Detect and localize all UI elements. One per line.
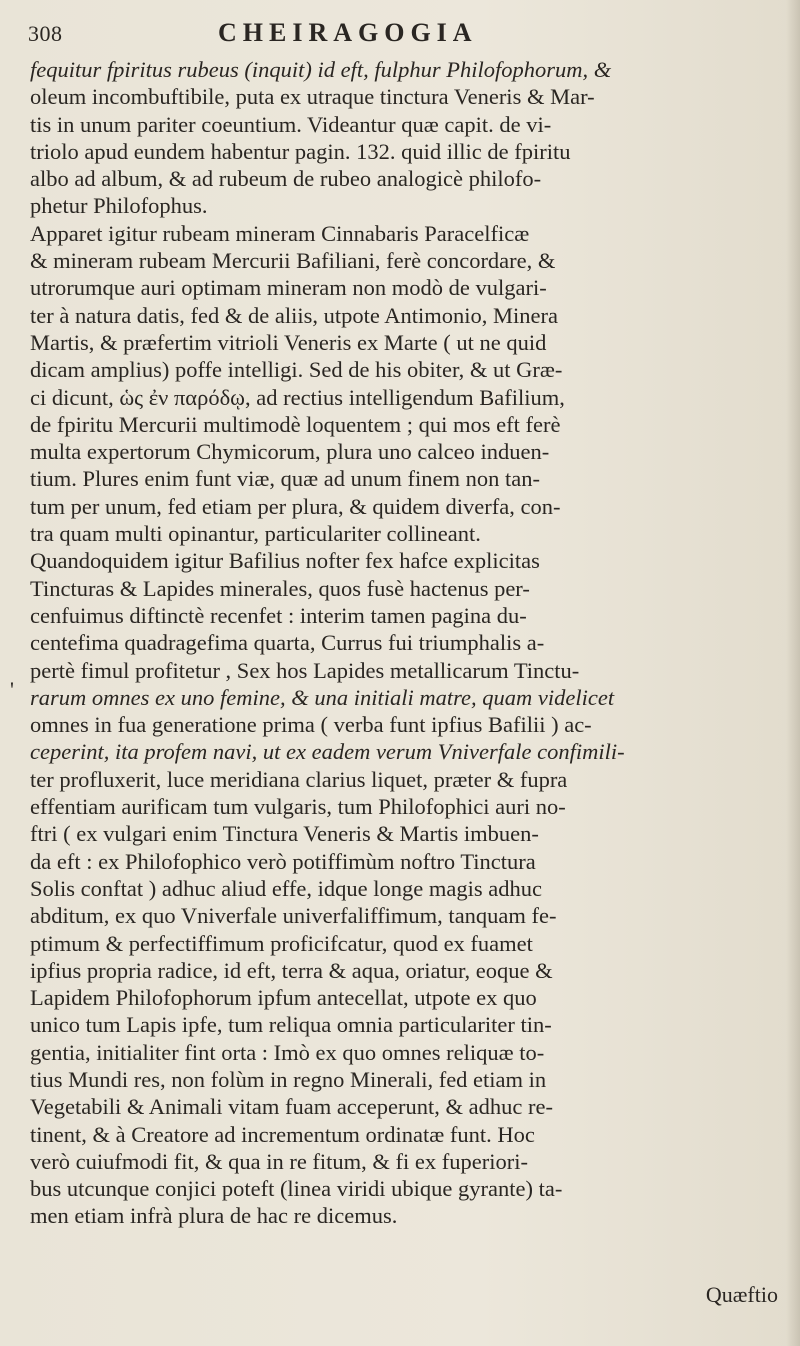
running-head: CHEIRAGOGIA bbox=[218, 18, 478, 47]
page-number: 308 bbox=[28, 21, 63, 46]
text-line: Apparet igitur rubeam mineram Cinnabaris Paracelficæ bbox=[30, 220, 530, 246]
text-line: Tincturas & Lapides minerales, quos fusè hactenus per- bbox=[30, 575, 530, 601]
text-line: tis in unum pariter coeuntium. Videantur quæ capit. de vi- bbox=[30, 111, 552, 137]
text-line: rarum omnes ex uno femine, & una initiali matre, quam videlicet bbox=[30, 684, 615, 710]
text-line: dicam amplius) poffe intelligi. Sed de his obiter, & ut Græ- bbox=[30, 357, 563, 383]
text-line: multa expertorum Chymicorum, plura uno calceo induen- bbox=[30, 439, 550, 465]
text-line: ptimum & perfectiffimum proficifcatur, quod ex fuamet bbox=[30, 930, 533, 956]
text-line: de fpiritu Mercurii multimodè loquentem ; qui mos eft ferè bbox=[30, 411, 561, 437]
text-line: oleum incombuftibile, puta ex utraque tinctura Veneris & Mar- bbox=[30, 84, 595, 110]
margin-mark: ' bbox=[10, 677, 14, 702]
text-line: unico tum Lapis ipfe, tum reliqua omnia particulariter tin- bbox=[30, 1012, 552, 1038]
text-line: & mineram rubeam Mercurii Bafiliani, ferè concordare, & bbox=[30, 248, 556, 274]
text-line: cenfuimus diftinctè recenfet : interim tamen pagina du- bbox=[30, 602, 527, 628]
text-line: pertè fimul profitetur , Sex hos Lapides metallicarum Tinctu- bbox=[30, 657, 580, 683]
text-line: tinent, & à Creatore ad incrementum ordinatæ funt. Hoc bbox=[30, 1121, 535, 1147]
text-line: utrorumque auri optimam mineram non modò de vulgari- bbox=[30, 275, 547, 301]
text-line: men etiam infrà plura de hac re dicemus. bbox=[30, 1203, 398, 1229]
page-header bbox=[28, 18, 768, 54]
text-line: ter à natura datis, fed & de aliis, utpote Antimonio, Minera bbox=[30, 302, 558, 328]
text-line: triolo apud eundem habentur pagin. 132. quid illic de fpiritu bbox=[30, 138, 571, 164]
text-line: ci dicunt, ὡς ἐν παρόδῳ, ad rectius intelligendum Bafilium, bbox=[30, 384, 565, 410]
text-line: ipfius propria radice, id eft, terra & aqua, oriatur, eoque & bbox=[30, 957, 553, 983]
text-line: tium. Plures enim funt viæ, quæ ad unum finem non tan- bbox=[30, 466, 540, 492]
text-line: Vegetabili & Animali vitam fuam acceperunt, & adhuc re- bbox=[30, 1094, 553, 1120]
text-line: tum per unum, fed etiam per plura, & quidem diverfa, con- bbox=[30, 493, 561, 519]
text-line: bus utcunque conjici poteft (linea viridi ubique gyrante) ta- bbox=[30, 1176, 563, 1202]
text-line: da eft : ex Philofophico verò potiffimùm noftro Tinctura bbox=[30, 848, 536, 874]
text-line: fequitur fpiritus rubeus (inquit) id eft, fulphur Philofophorum, & bbox=[30, 57, 612, 82]
text-line: phetur Philofophus. bbox=[30, 193, 208, 219]
text-line: tius Mundi res, non folùm in regno Minerali, fed etiam in bbox=[30, 1066, 547, 1092]
text-line: ftri ( ex vulgari enim Tinctura Veneris & Martis imbuen- bbox=[30, 821, 539, 847]
body-text bbox=[30, 56, 790, 1230]
catchword: Quæftio bbox=[705, 1282, 778, 1307]
text-line: abditum, ex quo Vniverfale univerfaliffimum, tanquam fe- bbox=[30, 903, 557, 929]
text-line: gentia, initialiter fint orta : Imò ex quo omnes reliquæ to- bbox=[30, 1039, 545, 1065]
text-line: centefima quadragefima quarta, Currus fui triumphalis a- bbox=[30, 630, 545, 656]
text-line: effentiam aurificam tum vulgaris, tum Philofophici auri no- bbox=[30, 794, 566, 820]
text-line: Lapidem Philofophorum ipfum antecellat, utpote ex quo bbox=[30, 985, 537, 1011]
text-line: ter profluxerit, luce meridiana clarius liquet, præter & fupra bbox=[30, 766, 568, 792]
text-line: Martis, & præfertim vitrioli Veneris ex Marte ( ut ne quid bbox=[30, 329, 547, 355]
text-line: Solis conftat ) adhuc aliud effe, idque longe magis adhuc bbox=[30, 875, 542, 901]
text-line: albo ad album, & ad rubeum de rubeo analogicè philofo- bbox=[30, 166, 542, 192]
text-line: tra quam multi opinantur, particulariter collineant. bbox=[30, 521, 481, 547]
text-line: omnes in fua generatione prima ( verba funt ipfius Bafilii ) ac- bbox=[30, 712, 592, 738]
text-line: verò cuiufmodi fit, & qua in re fitum, & fi ex fuperiori- bbox=[30, 1148, 528, 1174]
text-line: ceperint, ita profem navi, ut ex eadem verum Vniverfale confimili- bbox=[30, 739, 625, 765]
text-line: Quandoquidem igitur Bafilius nofter fex hafce explicitas bbox=[30, 548, 540, 574]
